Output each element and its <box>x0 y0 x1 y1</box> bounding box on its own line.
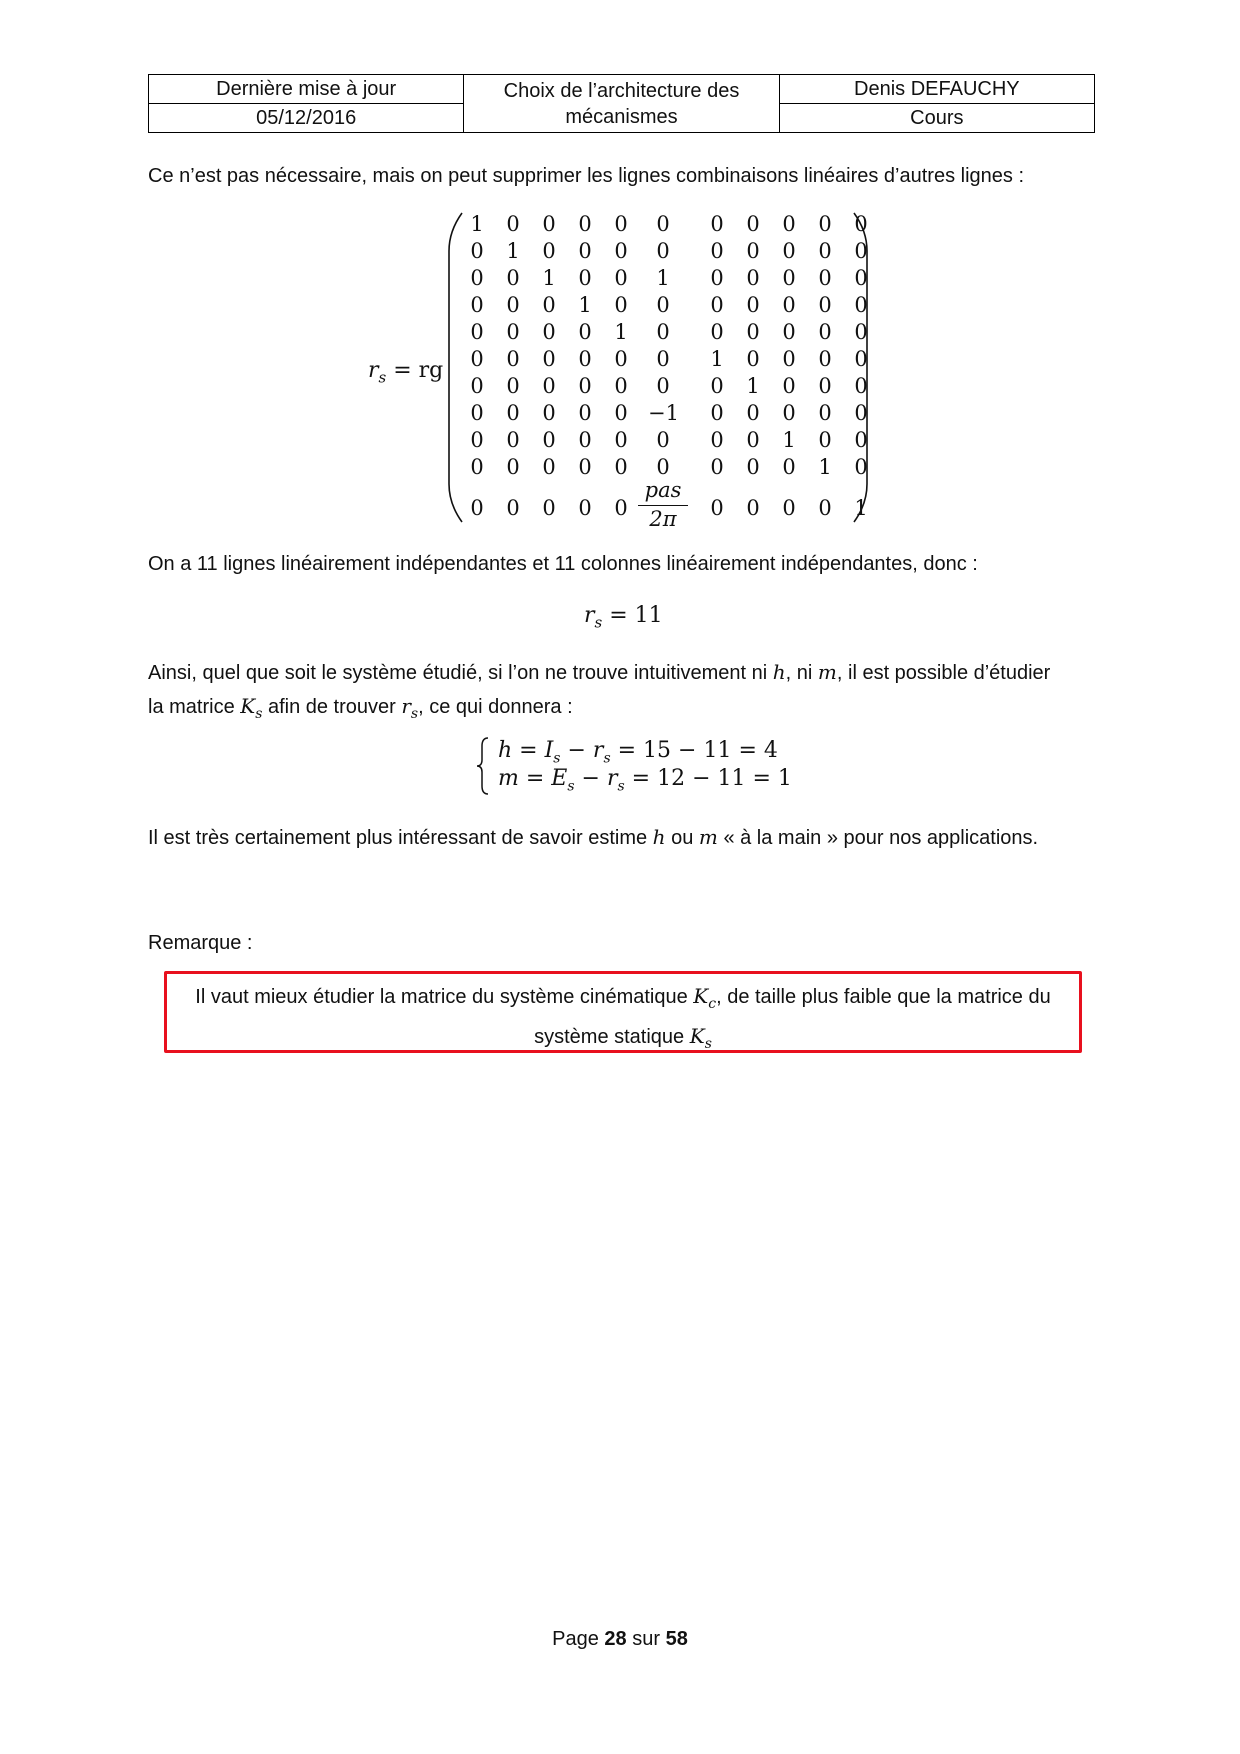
header-table <box>148 74 1095 133</box>
matrix-cell: 1 <box>782 428 796 452</box>
matrix-cell: 0 <box>818 293 832 317</box>
matrix-cell: 0 <box>506 374 520 398</box>
matrix-fraction <box>638 477 688 533</box>
matrix-cell: 0 <box>578 428 592 452</box>
matrix-cell: 0 <box>782 212 796 236</box>
document-title <box>464 75 779 133</box>
matrix-cell: 0 <box>782 455 796 479</box>
intro-paragraph: Ce n’est pas nécessaire, mais on peut supprimer les lignes combinaisons linéaires d’autres lignes : <box>148 165 1024 187</box>
matrix-cell: 0 <box>818 347 832 371</box>
matrix-cell: 0 <box>470 455 484 479</box>
matrix-cell: 0 <box>818 401 832 425</box>
document-type: Cours <box>779 104 1094 133</box>
matrix-cell: 0 <box>506 428 520 452</box>
matrix-cell: 0 <box>614 239 628 263</box>
ainsi-paragraph: Ainsi, quel que soit le système étudié, si l’on ne trouve intuitivement ni h, ni m, il est possible d’étudier la matrice $K_s$ afin de trouver $r_s$, ce qui donnera : <box>148 660 1051 722</box>
matrix-cell: 0 <box>782 239 796 263</box>
matrix-cell: 0 <box>614 212 628 236</box>
matrix-cell: 0 <box>854 401 868 425</box>
page-total: 58 <box>665 1628 688 1650</box>
matrix-cell: 0 <box>710 496 724 520</box>
independence-paragraph: On a 11 lignes linéairement indépendantes et 11 colonnes linéairement indépendantes, donc : <box>148 553 978 575</box>
matrix-cell: 0 <box>746 320 760 344</box>
matrix-cell: 1 <box>614 320 628 344</box>
matrix-cell: 0 <box>710 401 724 425</box>
matrix-cell: 0 <box>746 496 760 520</box>
matrix-cell: 0 <box>710 212 724 236</box>
matrix-cell: 0 <box>542 374 556 398</box>
matrix-cell: 0 <box>818 428 832 452</box>
matrix-cell: 0 <box>542 401 556 425</box>
matrix-cell: 0 <box>506 320 520 344</box>
matrix-cell: 0 <box>578 266 592 290</box>
matrix-cell: 0 <box>506 401 520 425</box>
title-line-1: Choix de l’architecture des <box>503 79 740 102</box>
matrix-cell: 0 <box>614 401 628 425</box>
matrix-cell: 0 <box>578 212 592 236</box>
matrix-cell: 0 <box>746 293 760 317</box>
remark-box: Il vaut mieux étudier la matrice du système cinématique $K_c$, de taille plus faible que la matrice du système statique $K_s$ <box>164 971 1082 1053</box>
matrix-cell: 0 <box>470 428 484 452</box>
matrix-cell: 0 <box>746 212 760 236</box>
matrix-cell: 1 <box>710 347 724 371</box>
matrix-cell: 0 <box>506 347 520 371</box>
matrix-cell: 0 <box>506 293 520 317</box>
rank-result: $r_s = 11$ <box>584 603 663 632</box>
matrix-cell: 0 <box>656 347 670 371</box>
matrix-cell: 0 <box>470 401 484 425</box>
matrix-cell: 0 <box>782 320 796 344</box>
page-footer: Page 28 sur 58 <box>552 1628 688 1650</box>
matrix-cell: 0 <box>854 374 868 398</box>
matrix-cell: 0 <box>578 374 592 398</box>
matrix-cell: 0 <box>656 320 670 344</box>
matrix-cell: 1 <box>656 266 670 290</box>
update-date: 05/12/2016 <box>149 104 464 133</box>
matrix-cell: 0 <box>542 455 556 479</box>
matrix-cell: 0 <box>470 320 484 344</box>
matrix-cell: 0 <box>818 266 832 290</box>
matrix-cell: 0 <box>542 320 556 344</box>
matrix-cell: 0 <box>710 293 724 317</box>
estimation-paragraph: Il est très certainement plus intéressant de savoir estime h ou m « à la main » pour nos applications. <box>148 825 1039 849</box>
matrix-cell: 0 <box>542 239 556 263</box>
matrix-cell: 0 <box>818 320 832 344</box>
left-brace <box>476 736 490 796</box>
matrix-cell: 0 <box>782 496 796 520</box>
remark-label: Remarque : <box>148 932 253 954</box>
matrix-cell: 0 <box>470 374 484 398</box>
matrix-cell: 0 <box>470 239 484 263</box>
matrix-cell: 0 <box>578 401 592 425</box>
rank-label: $r_s$ = rg <box>368 358 444 387</box>
matrix-cell: 0 <box>746 347 760 371</box>
fraction-denominator: 2π <box>649 507 677 531</box>
matrix-cell: 0 <box>578 455 592 479</box>
matrix-cell: 0 <box>818 496 832 520</box>
matrix-cell: 0 <box>656 374 670 398</box>
matrix-cell: 0 <box>614 428 628 452</box>
matrix-cell: 0 <box>710 320 724 344</box>
matrix-cell: 0 <box>854 212 868 236</box>
matrix-cell: 0 <box>854 347 868 371</box>
matrix-cell: 0 <box>506 212 520 236</box>
matrix-cell: 0 <box>470 496 484 520</box>
matrix-cell: 0 <box>782 266 796 290</box>
matrix-cell: 0 <box>818 212 832 236</box>
matrix-cell: 0 <box>614 496 628 520</box>
matrix-cell: 0 <box>746 239 760 263</box>
matrix-cell: 0 <box>542 428 556 452</box>
matrix-cell: 0 <box>542 347 556 371</box>
matrix-cell: 1 <box>746 374 760 398</box>
matrix-cell: 0 <box>746 428 760 452</box>
matrix-cell: 0 <box>710 374 724 398</box>
matrix-cell: 0 <box>614 347 628 371</box>
matrix-cell: 0 <box>470 293 484 317</box>
matrix-cell: 0 <box>578 239 592 263</box>
equation-h: $h = I_s - r_s = 15 - 11 = 4$ <box>498 738 778 767</box>
matrix-cell: 0 <box>710 428 724 452</box>
matrix-cell: 0 <box>656 455 670 479</box>
matrix-cell: 0 <box>746 455 760 479</box>
matrix-cell: 0 <box>542 293 556 317</box>
matrix-cell: 1 <box>542 266 556 290</box>
matrix-cell: 0 <box>710 266 724 290</box>
author: Denis DEFAUCHY <box>779 75 1094 104</box>
matrix-cell: 0 <box>506 496 520 520</box>
matrix-cell: 0 <box>782 401 796 425</box>
matrix-cell: 0 <box>746 266 760 290</box>
matrix-cell: 1 <box>578 293 592 317</box>
matrix-cell: 0 <box>818 239 832 263</box>
matrix-cell: 0 <box>614 455 628 479</box>
matrix-cell: 0 <box>578 320 592 344</box>
matrix-cell: −1 <box>648 401 679 425</box>
matrix-cell: 1 <box>470 212 484 236</box>
equation-m: $m = E_s - r_s = 12 - 11 = 1$ <box>498 766 792 795</box>
matrix-cell: 0 <box>854 239 868 263</box>
last-update-label: Dernière mise à jour <box>149 75 464 104</box>
matrix-cell: 0 <box>854 320 868 344</box>
matrix-cell: 0 <box>656 428 670 452</box>
static-matrix <box>446 211 870 531</box>
matrix-cell: 1 <box>818 455 832 479</box>
matrix-cell: 0 <box>656 293 670 317</box>
matrix-cell: 0 <box>710 239 724 263</box>
page-number: 28 <box>604 1628 627 1650</box>
matrix-cell: 0 <box>854 266 868 290</box>
matrix-cell: 0 <box>542 496 556 520</box>
matrix-cell: 0 <box>470 266 484 290</box>
matrix-cell: 0 <box>614 293 628 317</box>
fraction-numerator: pas <box>638 477 688 506</box>
matrix-cell: 0 <box>782 347 796 371</box>
right-parenthesis <box>852 211 870 524</box>
matrix-cell: 0 <box>710 455 724 479</box>
title-line-2: mécanismes <box>565 105 678 128</box>
matrix-cell: 0 <box>578 496 592 520</box>
matrix-cell: 0 <box>614 374 628 398</box>
matrix-cell: 0 <box>656 212 670 236</box>
matrix-cell: 0 <box>782 374 796 398</box>
matrix-cell: 0 <box>470 347 484 371</box>
matrix-cell: 0 <box>854 428 868 452</box>
matrix-cell: 0 <box>854 455 868 479</box>
matrix-cell: 0 <box>506 266 520 290</box>
matrix-cell: 0 <box>656 239 670 263</box>
matrix-cell: 1 <box>854 496 868 520</box>
matrix-cell: 0 <box>818 374 832 398</box>
matrix-cell: 0 <box>542 212 556 236</box>
matrix-cell: 0 <box>578 347 592 371</box>
matrix-cell: 0 <box>746 401 760 425</box>
matrix-cell: 1 <box>506 239 520 263</box>
matrix-cell: 0 <box>506 455 520 479</box>
matrix-cell: 0 <box>854 293 868 317</box>
matrix-cell: 0 <box>614 266 628 290</box>
matrix-cell: 0 <box>782 293 796 317</box>
